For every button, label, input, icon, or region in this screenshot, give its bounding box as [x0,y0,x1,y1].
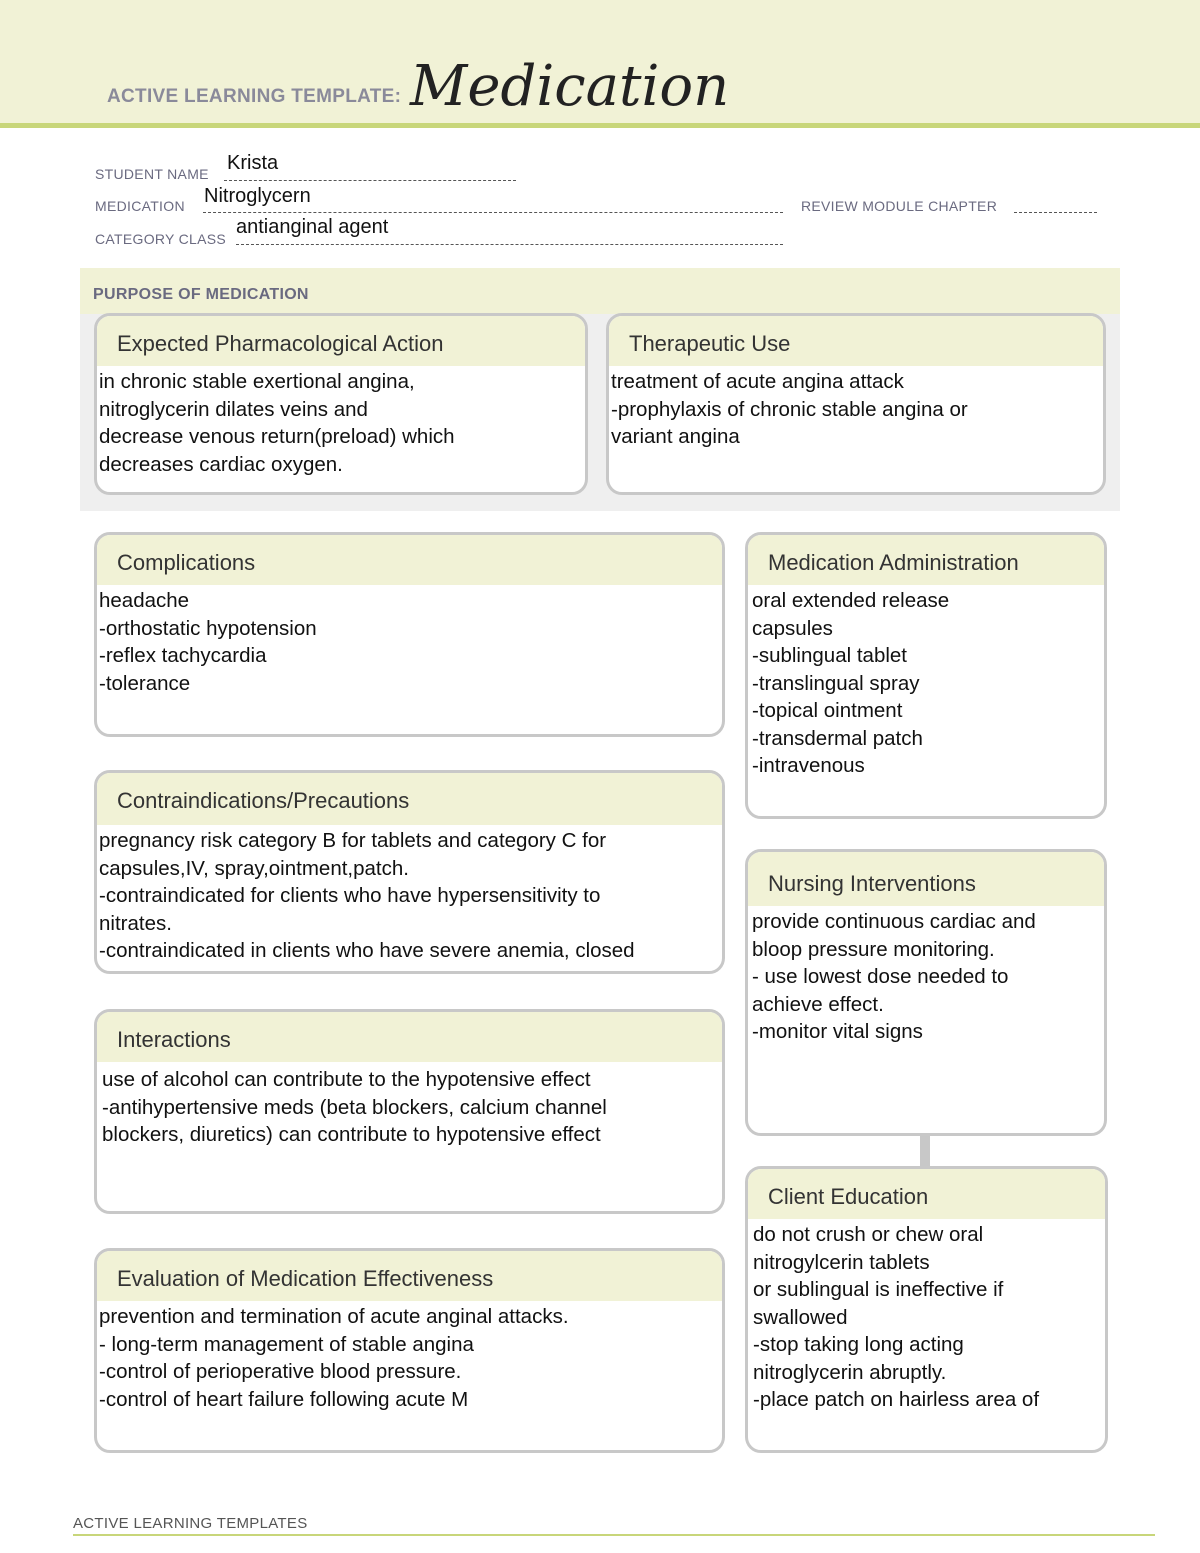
therapeutic-use-title: Therapeutic Use [609,316,1103,366]
evaluation-body[interactable]: prevention and termination of acute anginal attacks. - long-term management of stable angina -control of perioperative blood pressure. -control of heart failure following acute M [99,1305,569,1411]
contraindications-title: Contraindications/Precautions [97,773,722,825]
category-class-value[interactable]: antianginal agent [236,216,389,238]
expected-action-body[interactable]: in chronic stable exertional angina, nitroglycerin dilates veins and decrease venous return(preload) which decreases cardiac oxygen. [99,370,455,476]
category-class-line [236,244,783,245]
client-education-box [745,1166,1108,1453]
template-label: ACTIVE LEARNING TEMPLATE: [107,86,402,107]
medication-administration-title: Medication Administration [748,535,1104,585]
client-education-body[interactable]: do not crush or chew oral nitrogylcerin tablets or sublingual is ineffective if swallowed -stop taking long acting nitroglycerin abruptly. -place patch on hairless area of [753,1223,1040,1411]
student-name-label: STUDENT NAME [95,166,209,182]
review-module-line[interactable] [1014,212,1097,213]
template-title: Medication [410,54,730,119]
expected-action-box [94,313,588,495]
complications-title: Complications [97,535,722,585]
nursing-interventions-title: Nursing Interventions [748,852,1104,906]
purpose-label: PURPOSE OF MEDICATION [93,286,309,303]
therapeutic-use-box [606,313,1106,495]
interactions-body[interactable]: use of alcohol can contribute to the hypotensive effect -antihypertensive meds (beta blockers, calcium channel blockers, diuretics) can contribute to hypotensive effect [102,1068,607,1146]
connector-bar [920,1136,930,1166]
student-name-line [224,180,516,181]
header-rule [0,123,1200,128]
therapeutic-use-body[interactable]: treatment of acute angina attack -prophylaxis of chronic stable angina or variant angina [611,370,968,448]
footer-rule [73,1534,1155,1536]
contraindications-body[interactable]: pregnancy risk category B for tablets and category C for capsules,IV, spray,ointment,patch. -contraindicated for clients who have hypersensitivity to nitrates. -contraindicated in clients who have severe anemia, closed [99,829,635,962]
nursing-interventions-box [745,849,1107,1136]
review-module-label: REVIEW MODULE CHAPTER [801,198,998,214]
nursing-interventions-body[interactable]: provide continuous cardiac and bloop pressure monitoring. - use lowest dose needed to achieve effect. -monitor vital signs [752,910,1036,1043]
category-class-label: CATEGORY CLASS [95,231,227,247]
medication-line [203,212,783,213]
evaluation-box [94,1248,725,1453]
interactions-box [94,1009,725,1214]
evaluation-title: Evaluation of Medication Effectiveness [97,1251,722,1301]
complications-body[interactable]: headache -orthostatic hypotension -reflex tachycardia -tolerance [99,589,317,695]
medication-value[interactable]: Nitroglycern [204,185,311,207]
complications-box [94,532,725,737]
interactions-title: Interactions [97,1012,722,1062]
student-name-value[interactable]: Krista [227,152,279,174]
medication-administration-box [745,532,1107,819]
contraindications-box [94,770,725,974]
expected-action-title: Expected Pharmacological Action [97,316,585,366]
medication-label: MEDICATION [95,198,185,214]
client-education-title: Client Education [748,1169,1105,1219]
footer-text: ACTIVE LEARNING TEMPLATES [73,1515,308,1532]
medication-administration-body[interactable]: oral extended release capsules -sublingual tablet -translingual spray -topical ointment -transdermal patch -intravenous [752,589,950,777]
